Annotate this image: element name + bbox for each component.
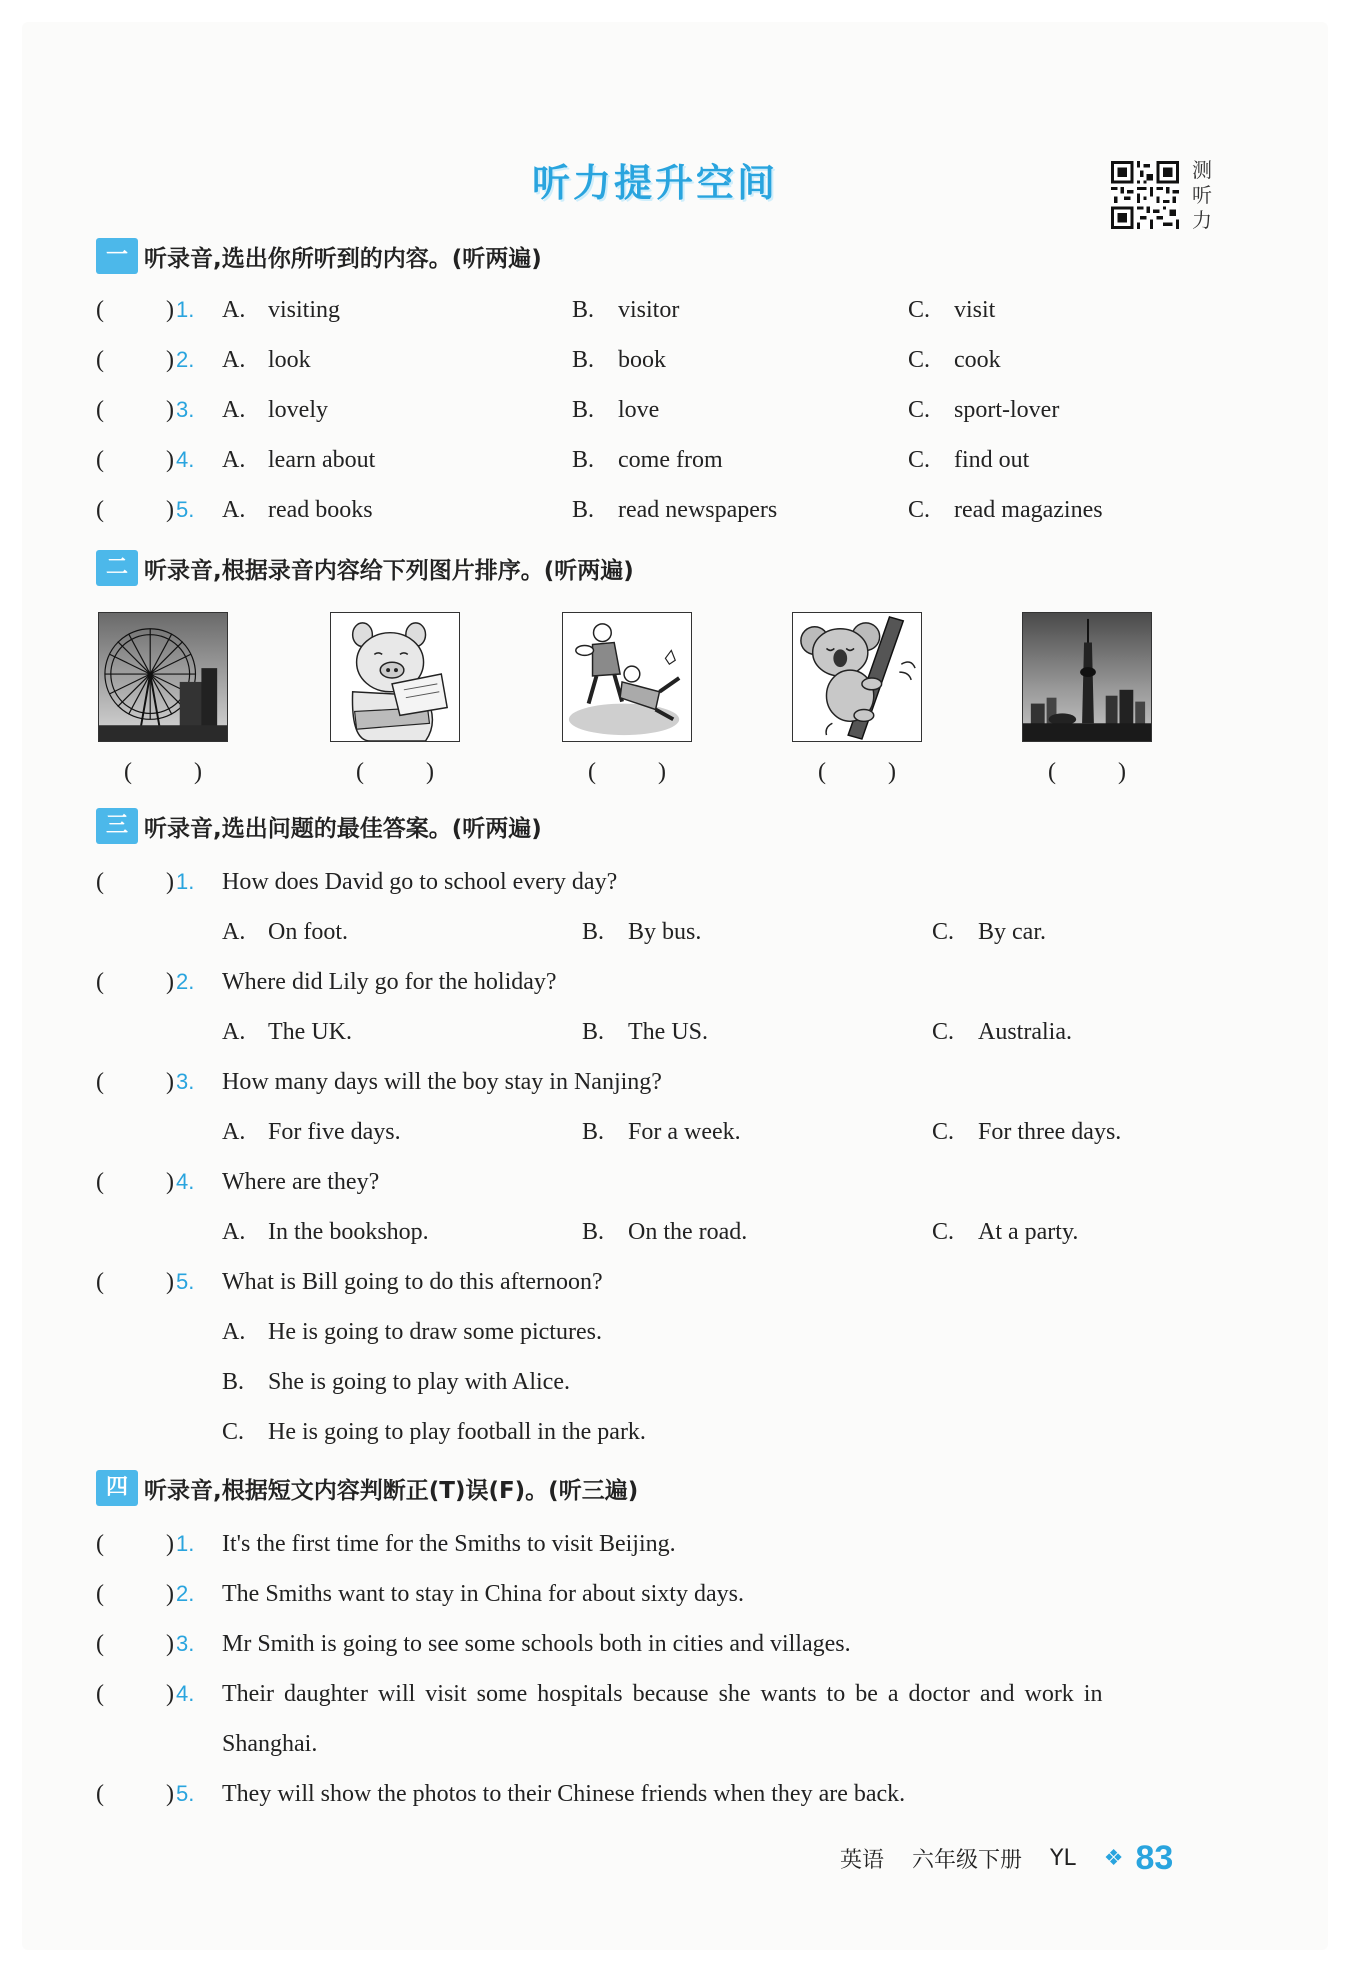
paren-left: ( bbox=[96, 969, 104, 995]
option-text: By bus. bbox=[628, 919, 702, 945]
paren-left: ( bbox=[96, 297, 104, 323]
paren-left: ( bbox=[588, 759, 596, 785]
option-letter: C. bbox=[908, 297, 931, 323]
option-b bbox=[582, 1112, 741, 1152]
option-text: book bbox=[618, 347, 666, 373]
paren-right: ) bbox=[426, 759, 434, 785]
question-row bbox=[0, 1262, 1300, 1302]
option-text: The UK. bbox=[268, 1019, 352, 1045]
paren-right: ) bbox=[166, 1531, 174, 1557]
option-letter: B. bbox=[572, 497, 595, 523]
page-footer bbox=[840, 1836, 1173, 1880]
question-number: 1. bbox=[176, 1531, 195, 1556]
options-row bbox=[0, 1112, 1300, 1152]
question-number: 4. bbox=[176, 1169, 195, 1194]
question-row bbox=[0, 390, 1300, 430]
section-instruction: 听录音,根据短文内容判断正(T)误(F)。(听三遍) bbox=[144, 1477, 639, 1504]
option-text: sport-lover bbox=[954, 397, 1060, 423]
option-letter: C. bbox=[222, 1419, 245, 1445]
option-text: On foot. bbox=[268, 919, 348, 945]
picture-pig-reading bbox=[330, 612, 460, 742]
option-a bbox=[222, 1112, 401, 1152]
paren-right: ) bbox=[1118, 759, 1126, 785]
option-b bbox=[582, 1212, 747, 1252]
paren-left: ( bbox=[96, 1169, 104, 1195]
footer-subject: 英语 bbox=[840, 1847, 885, 1873]
option-letter: C. bbox=[932, 919, 955, 945]
section-badge: 三 bbox=[96, 808, 138, 844]
option-text: find out bbox=[954, 447, 1030, 473]
paren-right: ) bbox=[166, 447, 174, 473]
option-letter: C. bbox=[932, 1019, 955, 1045]
statement-row bbox=[0, 1574, 1300, 1614]
option-text: visiting bbox=[268, 297, 341, 323]
paren-left: ( bbox=[96, 397, 104, 423]
paren-left: ( bbox=[96, 1681, 104, 1707]
option-c bbox=[908, 290, 995, 330]
option-letter: A. bbox=[222, 1319, 246, 1345]
paren-left: ( bbox=[96, 1631, 104, 1657]
question-number: 4. bbox=[176, 447, 195, 472]
paren-left: ( bbox=[96, 869, 104, 895]
option-letter: A. bbox=[222, 397, 246, 423]
paren-right: ) bbox=[166, 1581, 174, 1607]
paren-right: ) bbox=[166, 1681, 174, 1707]
section-1-heading bbox=[96, 236, 542, 276]
question-number: 2. bbox=[176, 347, 195, 372]
qr-label-char: 测 bbox=[1192, 158, 1212, 182]
section-2-heading bbox=[96, 548, 634, 588]
option-letter: C. bbox=[908, 447, 931, 473]
option-a bbox=[222, 912, 348, 952]
option-c bbox=[908, 440, 1029, 480]
option-a bbox=[222, 340, 311, 380]
option-b bbox=[222, 1362, 570, 1402]
option-letter: B. bbox=[582, 1019, 605, 1045]
paren-right: ) bbox=[166, 297, 174, 323]
option-letter: C. bbox=[932, 1219, 955, 1245]
section-3-heading bbox=[96, 806, 542, 846]
option-text: learn about bbox=[268, 447, 376, 473]
option-text: He is going to play football in the park. bbox=[268, 1419, 646, 1445]
statement-row bbox=[0, 1524, 1300, 1564]
qr-label bbox=[1190, 158, 1214, 233]
option-letter: B. bbox=[222, 1369, 245, 1395]
option-a bbox=[222, 1012, 352, 1052]
option-b bbox=[572, 390, 659, 430]
option-letter: A. bbox=[222, 1019, 246, 1045]
option-letter: B. bbox=[582, 919, 605, 945]
question-number: 1. bbox=[176, 297, 195, 322]
question-row bbox=[0, 490, 1300, 530]
option-a bbox=[222, 490, 373, 530]
option-letter: B. bbox=[572, 347, 595, 373]
paren-left: ( bbox=[356, 759, 364, 785]
paren-left: ( bbox=[818, 759, 826, 785]
question-number: 2. bbox=[176, 969, 195, 994]
question-text: How does David go to school every day? bbox=[222, 869, 618, 895]
option-b bbox=[582, 912, 701, 952]
option-text: cook bbox=[954, 347, 1001, 373]
option-b bbox=[572, 340, 666, 380]
option-text: look bbox=[268, 347, 311, 373]
option-a bbox=[222, 1312, 602, 1352]
option-letter: B. bbox=[582, 1219, 605, 1245]
paren-right: ) bbox=[166, 869, 174, 895]
option-letter: A. bbox=[222, 347, 246, 373]
statement-row bbox=[0, 1674, 1300, 1714]
statement-text: It's the first time for the Smiths to visit Beijing. bbox=[222, 1531, 676, 1557]
option-text: love bbox=[618, 397, 660, 423]
option-a bbox=[222, 440, 375, 480]
paren-left: ( bbox=[1048, 759, 1056, 785]
paren-right: ) bbox=[658, 759, 666, 785]
option-letter: A. bbox=[222, 447, 246, 473]
option-c bbox=[908, 340, 1001, 380]
paren-left: ( bbox=[96, 1531, 104, 1557]
qr-label-char: 力 bbox=[1192, 208, 1212, 232]
option-text: At a party. bbox=[978, 1219, 1079, 1245]
option-text: read books bbox=[268, 497, 373, 523]
question-row bbox=[0, 1162, 1300, 1202]
option-letter: A. bbox=[222, 1219, 246, 1245]
page-title: 听力提升空间 bbox=[531, 161, 778, 205]
option-text: The US. bbox=[628, 1019, 708, 1045]
question-number: 5. bbox=[176, 1269, 195, 1294]
option-letter: B. bbox=[572, 447, 595, 473]
option-letter: C. bbox=[908, 397, 931, 423]
section-badge: 四 bbox=[96, 1470, 138, 1506]
question-row bbox=[0, 340, 1300, 380]
option-a bbox=[222, 1212, 429, 1252]
option-b bbox=[572, 440, 723, 480]
diamond-icon: ❖ bbox=[1103, 1845, 1124, 1871]
option-text: come from bbox=[618, 447, 723, 473]
question-number: 1. bbox=[176, 869, 195, 894]
question-number: 4. bbox=[176, 1681, 195, 1706]
picture-tv-tower-skyline bbox=[1022, 612, 1152, 742]
question-text: Where are they? bbox=[222, 1169, 380, 1195]
option-text: visit bbox=[954, 297, 996, 323]
option-text: On the road. bbox=[628, 1219, 748, 1245]
paren-right: ) bbox=[888, 759, 896, 785]
option-a bbox=[222, 390, 328, 430]
option-c bbox=[932, 912, 1046, 952]
paren-left: ( bbox=[96, 1269, 104, 1295]
paren-right: ) bbox=[166, 1069, 174, 1095]
question-text: How many days will the boy stay in Nanjing? bbox=[222, 1069, 662, 1095]
option-text: For five days. bbox=[268, 1119, 401, 1145]
statement-text: Mr Smith is going to see some schools both in cities and villages. bbox=[222, 1631, 851, 1657]
question-number: 5. bbox=[176, 1781, 195, 1806]
option-text: read newspapers bbox=[618, 497, 778, 523]
option-text: For a week. bbox=[628, 1119, 741, 1145]
picture-ferris-wheel bbox=[98, 612, 228, 742]
statement-text: The Smiths want to stay in China for about sixty days. bbox=[222, 1581, 744, 1607]
paren-right: ) bbox=[166, 347, 174, 373]
option-text: He is going to draw some pictures. bbox=[268, 1319, 602, 1345]
paren-left: ( bbox=[96, 497, 104, 523]
section-4-heading bbox=[96, 1468, 638, 1508]
option-text: She is going to play with Alice. bbox=[268, 1369, 570, 1395]
question-number: 5. bbox=[176, 497, 195, 522]
paren-left: ( bbox=[96, 1069, 104, 1095]
option-letter: A. bbox=[222, 1119, 246, 1145]
option-c bbox=[908, 490, 1103, 530]
option-text: lovely bbox=[268, 397, 328, 423]
option-letter: B. bbox=[572, 297, 595, 323]
section-instruction: 听录音,选出你所听到的内容。(听两遍) bbox=[144, 245, 542, 272]
section-instruction: 听录音,根据录音内容给下列图片排序。(听两遍) bbox=[144, 557, 634, 584]
paren-left: ( bbox=[96, 447, 104, 473]
option-text: By car. bbox=[978, 919, 1046, 945]
option-c bbox=[222, 1412, 646, 1452]
page-number: 83 bbox=[1135, 1838, 1174, 1877]
option-letter: B. bbox=[582, 1119, 605, 1145]
option-letter: A. bbox=[222, 497, 246, 523]
option-text: In the bookshop. bbox=[268, 1219, 429, 1245]
paren-left: ( bbox=[96, 1581, 104, 1607]
option-a bbox=[222, 290, 340, 330]
statement-text: They will show the photos to their Chinese friends when they are back. bbox=[222, 1781, 906, 1807]
question-text: Where did Lily go for the holiday? bbox=[222, 969, 557, 995]
paren-left: ( bbox=[96, 1781, 104, 1807]
options-row bbox=[0, 1012, 1300, 1052]
paren-right: ) bbox=[166, 1269, 174, 1295]
option-b bbox=[582, 1012, 708, 1052]
options-row bbox=[0, 912, 1300, 952]
picture-rugby-players bbox=[562, 612, 692, 742]
section-badge: 二 bbox=[96, 550, 138, 586]
statement-continuation: Shanghai. bbox=[222, 1731, 318, 1757]
qr-code[interactable] bbox=[1111, 161, 1179, 229]
paren-right: ) bbox=[166, 1781, 174, 1807]
option-c bbox=[932, 1012, 1072, 1052]
option-b bbox=[572, 490, 777, 530]
option-c bbox=[932, 1212, 1078, 1252]
question-number: 2. bbox=[176, 1581, 195, 1606]
footer-grade: 六年级下册 bbox=[912, 1847, 1023, 1873]
option-letter: B. bbox=[572, 397, 595, 423]
footer-edition: YL bbox=[1050, 1845, 1076, 1871]
option-letter: C. bbox=[908, 347, 931, 373]
question-text: What is Bill going to do this afternoon? bbox=[222, 1269, 603, 1295]
paren-right: ) bbox=[194, 759, 202, 785]
option-text: visitor bbox=[618, 297, 680, 323]
question-row bbox=[0, 862, 1300, 902]
paren-right: ) bbox=[166, 969, 174, 995]
section-instruction: 听录音,选出问题的最佳答案。(听两遍) bbox=[144, 815, 542, 842]
option-letter: A. bbox=[222, 919, 246, 945]
option-text: For three days. bbox=[978, 1119, 1122, 1145]
paren-right: ) bbox=[166, 1631, 174, 1657]
option-letter: C. bbox=[932, 1119, 955, 1145]
question-row bbox=[0, 1062, 1300, 1102]
question-number: 3. bbox=[176, 1631, 195, 1656]
statement-row bbox=[0, 1624, 1300, 1664]
question-number: 3. bbox=[176, 397, 195, 422]
question-row bbox=[0, 440, 1300, 480]
qr-label-char: 听 bbox=[1192, 183, 1212, 207]
paren-left: ( bbox=[96, 347, 104, 373]
paren-left: ( bbox=[124, 759, 132, 785]
option-b bbox=[572, 290, 679, 330]
option-text: Australia. bbox=[978, 1019, 1072, 1045]
paren-right: ) bbox=[166, 1169, 174, 1195]
paren-right: ) bbox=[166, 497, 174, 523]
picture-koala-on-tree bbox=[792, 612, 922, 742]
option-letter: C. bbox=[908, 497, 931, 523]
question-row bbox=[0, 290, 1300, 330]
statement-row bbox=[0, 1774, 1300, 1814]
option-text: read magazines bbox=[954, 497, 1103, 523]
option-c bbox=[908, 390, 1059, 430]
section-badge: 一 bbox=[96, 238, 138, 274]
option-c bbox=[932, 1112, 1121, 1152]
option-letter: A. bbox=[222, 297, 246, 323]
statement-text: Their daughter will visit some hospitals because she wants to be a doctor and work in bbox=[222, 1681, 1103, 1707]
options-row bbox=[0, 1212, 1300, 1252]
question-row bbox=[0, 962, 1300, 1002]
question-number: 3. bbox=[176, 1069, 195, 1094]
paren-right: ) bbox=[166, 397, 174, 423]
